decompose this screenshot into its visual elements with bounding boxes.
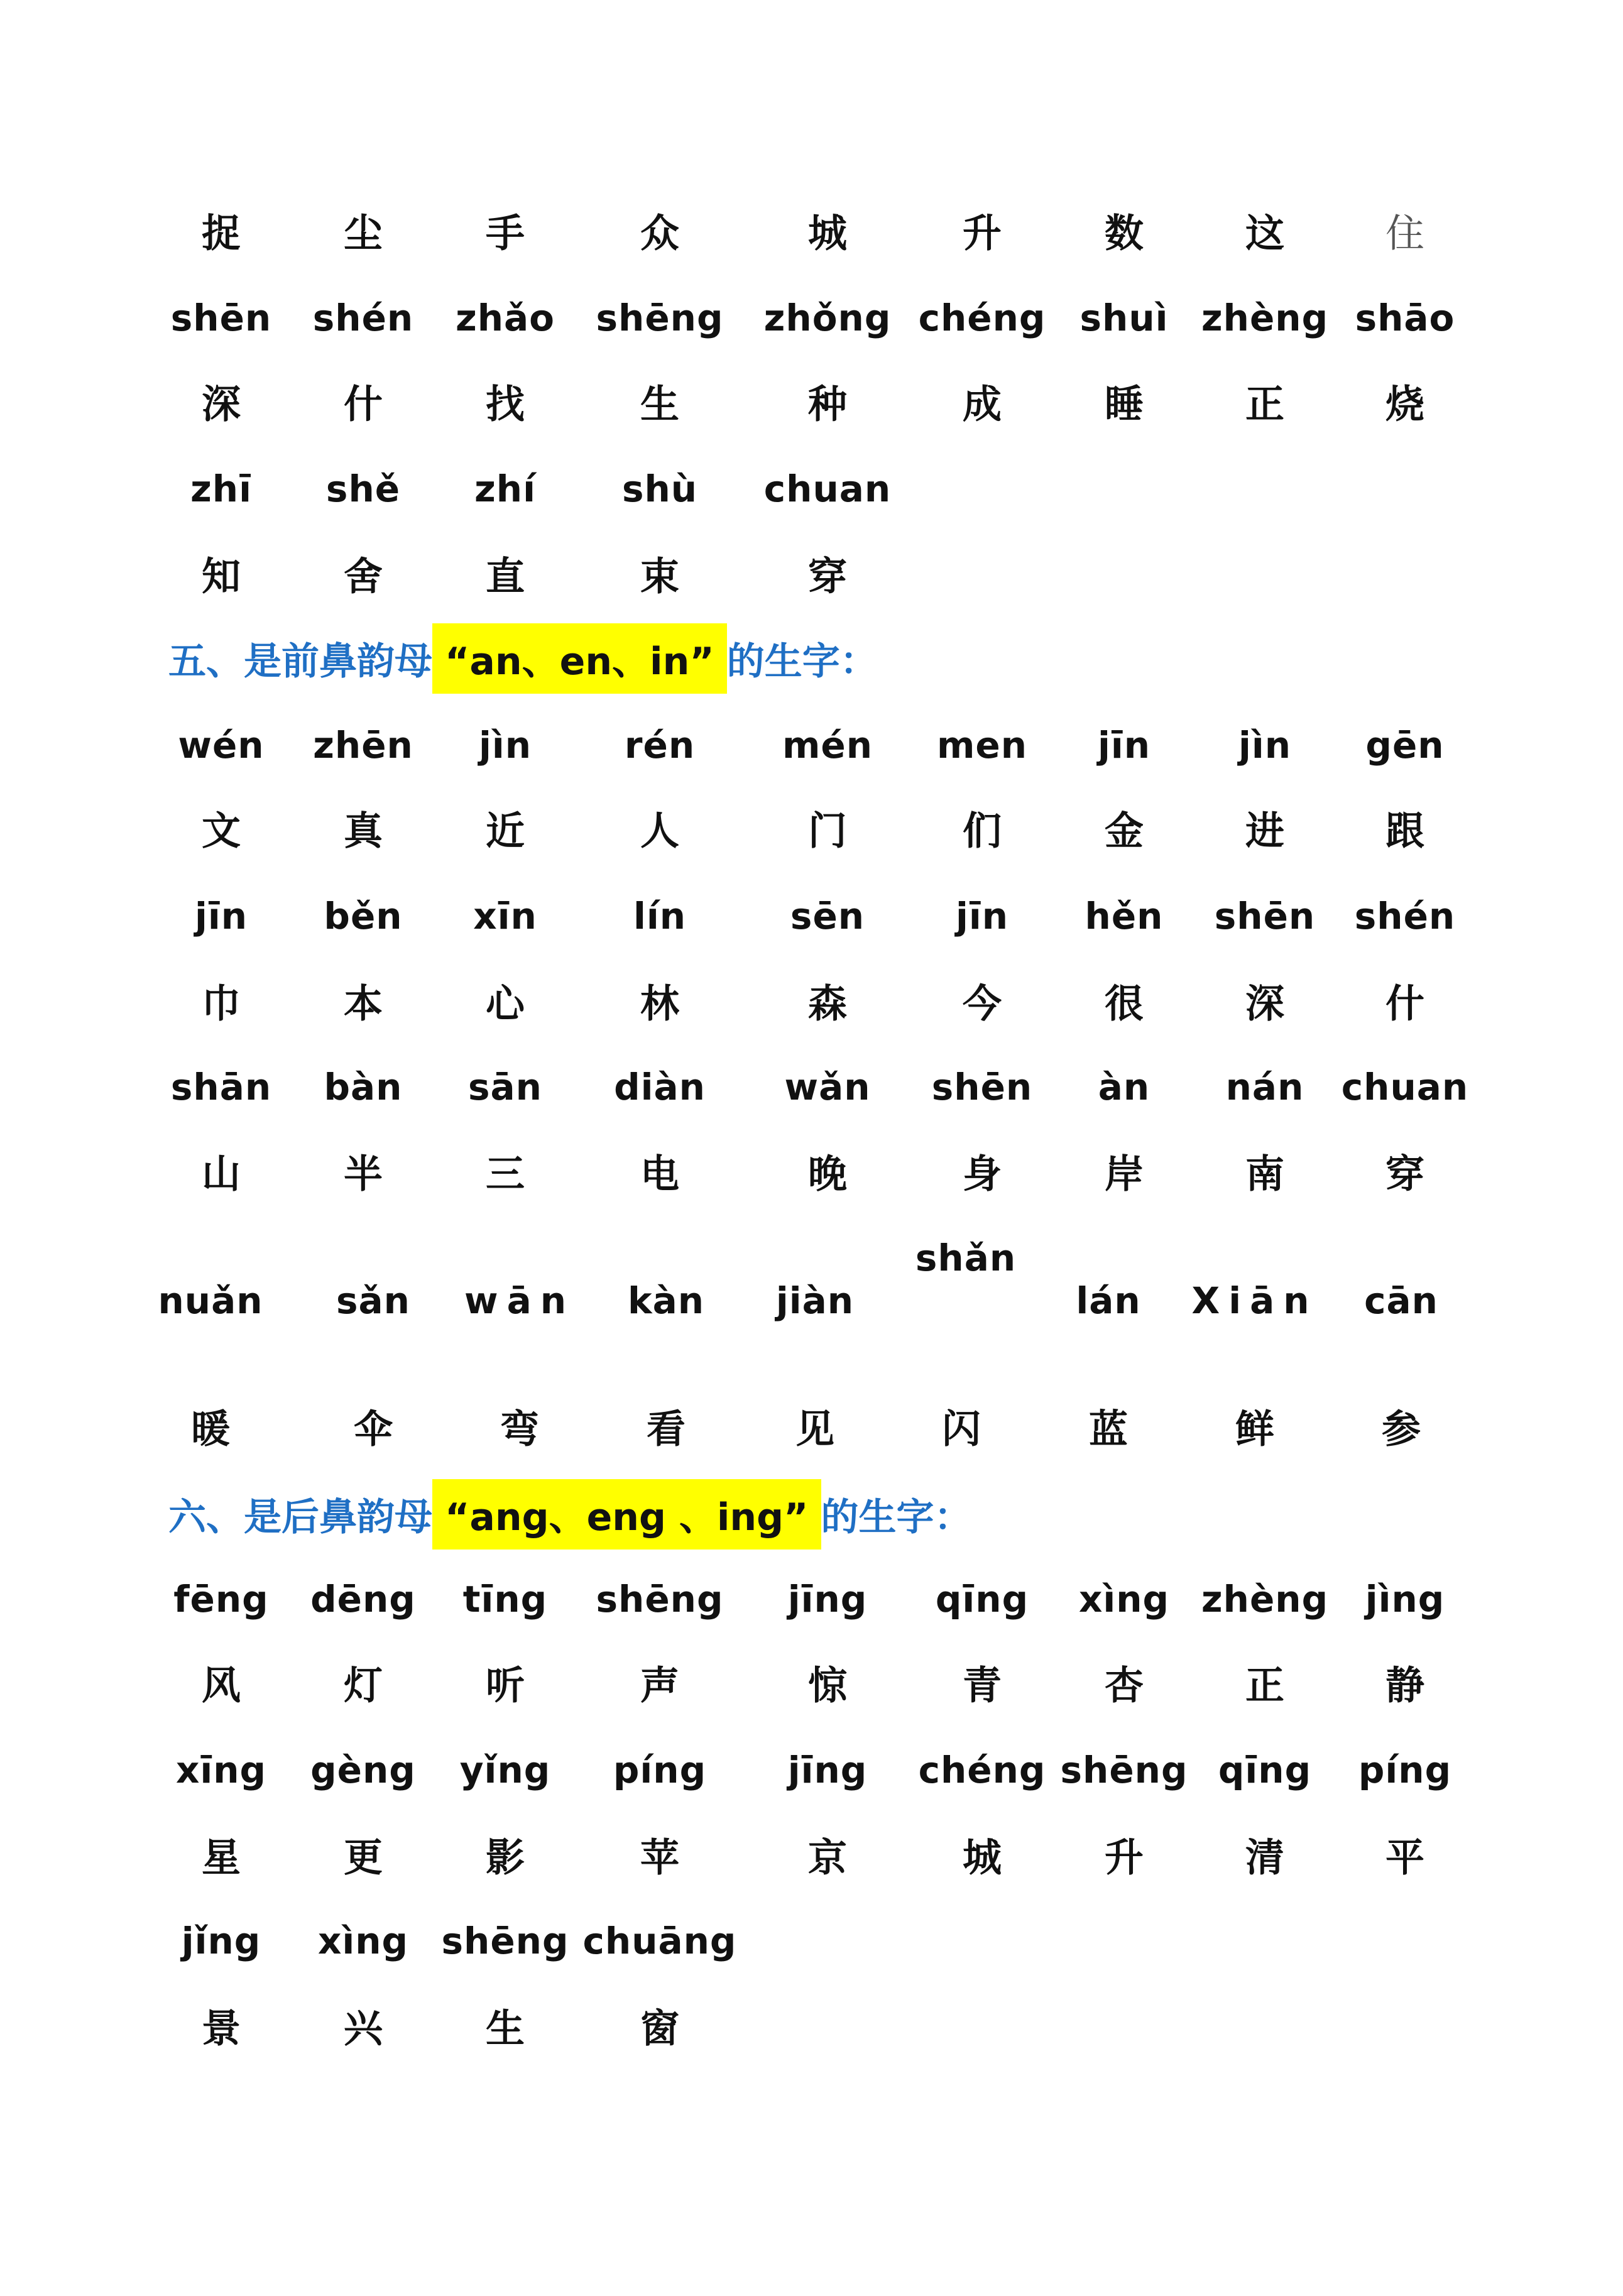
hanzi-char: 种 [807,381,848,427]
hanzi-char: 文 [201,807,241,854]
hanzi-char: 静 [1385,1662,1425,1708]
pinyin-label: sǎn [336,1279,410,1322]
pinyin-label: shāo [1355,297,1455,340]
pinyin-label: běn [324,894,403,938]
pinyin-label: qīng [935,1578,1029,1621]
pinyin-label: jìn [1238,724,1292,767]
pinyin-label: dēng [310,1578,416,1621]
pinyin-label: bàn [324,1065,403,1108]
hanzi-char: 升 [962,210,1002,256]
pinyin-label: píng [613,1749,707,1792]
pinyin-label: chuan [763,467,892,511]
hanzi-char: 睡 [1104,381,1144,427]
pinyin-label: xīn [473,894,537,938]
pinyin-label: jīn [194,894,248,938]
pinyin-label: zhī [190,467,252,511]
pinyin-label: xìng [317,1920,409,1963]
hanzi-char: 更 [343,1834,383,1881]
pinyin-label: zhèng [1201,297,1329,340]
pinyin-label: rén [624,724,696,767]
hanzi-char: 舍 [343,553,383,599]
hanzi-char: 束 [640,553,680,599]
hanzi-char: 弯 [500,1406,540,1452]
hanzi-char: 们 [962,807,1002,854]
hanzi-char: 三 [485,1151,525,1197]
hanzi-char: 手 [485,210,525,256]
hanzi-char: 住 [1385,210,1425,256]
pinyin-label: jǐng [181,1920,261,1963]
hanzi-char: 门 [807,807,848,854]
pinyin-label: xīng [175,1749,267,1792]
pinyin-label: chuāng [582,1920,737,1963]
pinyin-label: zhǒng [763,297,892,340]
pinyin-label: zhèng [1201,1578,1329,1621]
hanzi-char: 蓝 [1088,1406,1128,1452]
hanzi-char: 捉 [201,210,241,256]
section5-title [168,623,878,694]
hanzi-char: 青 [962,1662,1002,1708]
hanzi-char: 看 [646,1406,686,1452]
hanzi-char: 今 [962,980,1002,1027]
pinyin-label: wén [178,724,265,767]
pinyin-label: shén [312,297,414,340]
hanzi-char: 身 [962,1151,1002,1197]
hanzi-char: 金 [1104,807,1144,854]
pinyin-label: jiàn [775,1279,855,1322]
hanzi-char: 清 [1245,1834,1285,1881]
hanzi-char: 伞 [353,1406,393,1452]
hanzi-char: 成 [962,381,1002,427]
hanzi-char: 进 [1245,807,1285,854]
pinyin-label: wān [464,1279,576,1322]
pinyin-label: qīng [1218,1749,1312,1792]
pinyin-label: nuǎn [158,1279,263,1322]
hanzi-char: 心 [485,980,525,1027]
hanzi-char: 参 [1381,1406,1421,1452]
hanzi-char: 生 [485,2005,525,2052]
pinyin-label: jīn [1097,724,1151,767]
hanzi-char: 惊 [807,1662,848,1708]
pinyin-label: nán [1225,1065,1304,1108]
hanzi-char: 生 [640,381,680,427]
hanzi-char: 找 [485,381,525,427]
hanzi-char: 近 [485,807,525,854]
pinyin-label: gèng [310,1749,416,1792]
pinyin-label: shēn [931,1065,1033,1108]
pinyin-label: zhēn [313,724,413,767]
pinyin-label: xìng [1078,1578,1170,1621]
hanzi-char: 电 [640,1151,680,1197]
hanzi-char: 知 [201,553,241,599]
pinyin-label: hěn [1085,894,1164,938]
section6-title-pre: 六、是后鼻韵母 [168,1495,432,1539]
pinyin-label: cān [1364,1279,1438,1322]
pinyin-label: zhǎo [455,297,555,340]
hanzi-char: 杏 [1104,1662,1144,1708]
pinyin-label: chuan [1341,1065,1469,1108]
pinyin-label: jìn [478,724,532,767]
hanzi-char: 半 [343,1151,383,1197]
pinyin-label: chéng [918,297,1046,340]
section5-title-mark: “an、en、in” [432,623,727,694]
pinyin-label: àn [1098,1065,1150,1108]
section5-title-post: 的生字： [726,639,878,684]
hanzi-char: 声 [640,1662,680,1708]
section6-title [168,1479,972,1550]
pinyin-label: píng [1358,1749,1452,1792]
hanzi-char: 南 [1245,1151,1285,1197]
pinyin-label: shēng [441,1920,569,1963]
hanzi-char: 闪 [941,1406,981,1452]
hanzi-char: 什 [1385,980,1425,1027]
hanzi-char: 众 [640,210,680,256]
pinyin-label: yǐng [459,1749,551,1792]
pinyin-label: jīn [955,894,1009,938]
pinyin-label: lín [633,894,687,938]
pinyin-label: men [936,724,1028,767]
pinyin-label: shēn [170,297,272,340]
hanzi-char: 听 [485,1662,525,1708]
hanzi-char: 跟 [1385,807,1425,854]
hanzi-char: 森 [807,980,848,1027]
hanzi-char: 暖 [190,1406,231,1452]
hanzi-char: 升 [1104,1834,1144,1881]
pinyin-label: shēng [1060,1749,1188,1792]
hanzi-char: 星 [201,1834,241,1881]
hanzi-char: 晚 [807,1151,848,1197]
hanzi-char: 人 [640,807,680,854]
hanzi-char: 什 [343,381,383,427]
hanzi-char: 兴 [343,2005,383,2052]
pinyin-label: Xiān [1191,1279,1318,1322]
hanzi-char: 城 [807,210,848,256]
section5-title-pre: 五、是前鼻韵母 [168,639,432,684]
pinyin-label: jìng [1365,1578,1445,1621]
hanzi-char: 灯 [343,1662,383,1708]
pinyin-label: jīng [787,1749,868,1792]
hanzi-char: 烧 [1385,381,1425,427]
pinyin-label: sēn [790,894,865,938]
hanzi-char: 平 [1385,1834,1425,1881]
hanzi-char: 很 [1104,980,1144,1027]
hanzi-char: 尘 [343,210,383,256]
hanzi-char: 巾 [201,980,241,1027]
pinyin-label: shén [1354,894,1456,938]
section6-title-post: 的生字： [821,1495,972,1539]
hanzi-char: 正 [1245,381,1285,427]
hanzi-char: 正 [1245,1662,1285,1708]
hanzi-char: 穿 [1385,1151,1425,1197]
hanzi-char: 本 [343,980,383,1027]
pinyin-label: chéng [918,1749,1046,1792]
pinyin-label: shù [621,467,698,511]
pinyin-label: diàn [614,1065,706,1108]
pinyin-label: kàn [627,1279,705,1322]
hanzi-char: 窗 [640,2005,680,2052]
section6-title-mark: “ang、eng 、ing” [432,1479,821,1550]
pinyin-label: sān [468,1065,542,1108]
pinyin-label: wǎn [784,1065,871,1108]
hanzi-char: 城 [962,1834,1002,1881]
hanzi-char: 穿 [807,553,848,599]
hanzi-char: 真 [343,807,383,854]
pinyin-label: shě [325,467,401,511]
hanzi-char: 深 [1245,980,1285,1027]
hanzi-char: 山 [201,1151,241,1197]
hanzi-char: 见 [795,1406,835,1452]
pinyin-label: shān [170,1065,272,1108]
hanzi-char: 数 [1104,210,1144,256]
pinyin-label: lán [1076,1279,1141,1322]
hanzi-char: 这 [1245,210,1285,256]
pinyin-label: tīng [462,1578,548,1621]
pinyin-label: gēn [1365,724,1445,767]
hanzi-char: 影 [485,1834,525,1881]
hanzi-char: 京 [807,1834,848,1881]
pinyin-label: zhí [474,467,536,511]
hanzi-char: 深 [201,381,241,427]
hanzi-char: 景 [201,2005,241,2052]
pinyin-label: mén [782,724,873,767]
hanzi-char: 直 [485,553,525,599]
pinyin-label: shēng [596,1578,724,1621]
pinyin-label: shuì [1079,297,1169,340]
pinyin-label: shǎn [915,1236,1017,1279]
hanzi-char: 岸 [1104,1151,1144,1197]
hanzi-char: 风 [201,1662,241,1708]
pinyin-label: shēng [596,297,724,340]
hanzi-char: 林 [640,980,680,1027]
hanzi-char: 鲜 [1235,1406,1275,1452]
pinyin-label: fēng [173,1578,269,1621]
hanzi-char: 苹 [640,1834,680,1881]
pinyin-label: shēn [1214,894,1316,938]
pinyin-label: jīng [787,1578,868,1621]
